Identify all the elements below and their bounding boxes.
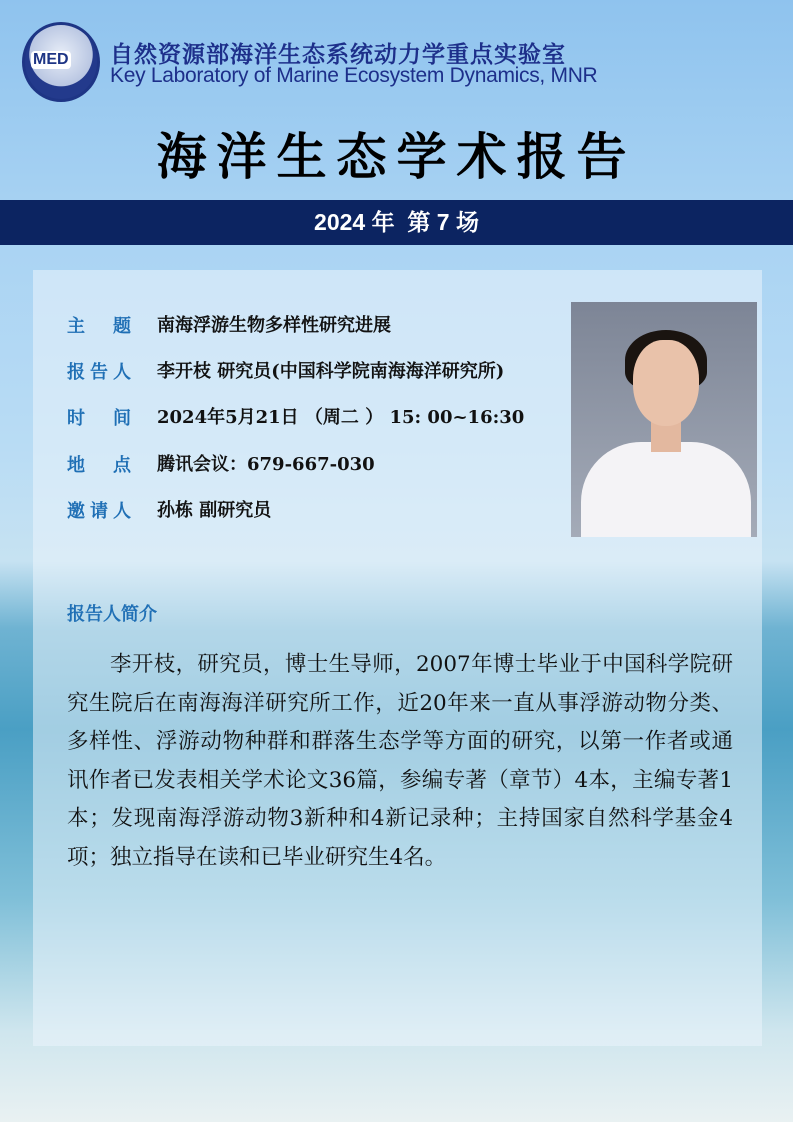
info-label: 时间 (67, 408, 131, 428)
logo-text: MED (33, 51, 69, 68)
info-value: 李开枝 研究员(中国科学院南海海洋研究所) (157, 361, 505, 382)
info-label: 主题 (67, 316, 131, 336)
session-band (0, 200, 793, 245)
info-label: 邀请人 (67, 501, 131, 521)
info-value: 孙栋 副研究员 (157, 500, 272, 521)
info-value: 2024年5月21日 （周二 ） 15: 00~16:30 (157, 407, 525, 428)
org-name-en: Key Laboratory of Marine Ecosystem Dynamics, MNR (110, 64, 598, 87)
lab-logo (22, 22, 100, 102)
speaker-photo (571, 302, 757, 537)
info-value: 南海浮游生物多样性研究进展 (157, 315, 391, 336)
bio-text: 李开枝，研究员，博士生导师，2007年博士毕业于中国科学院研究生院后在南海海洋研究所工作，近20年来一直从事浮游动物分类、多样性、浮游动物种群和群落生态学等方面的研究，以第一作者或通讯作者已发表相关学术论文36篇，参编专著（章节）4本，主编专著1本；发现南海浮游动物3新种和4新记录种；主持国家自然科学基金4项；独立指导在读和已毕业研究生4名。 (67, 652, 734, 870)
info-label: 报告人 (67, 362, 131, 382)
bio-heading: 报告人简介 (67, 604, 157, 624)
info-label: 地点 (67, 455, 131, 475)
session-label: 2024 年 第 7 场 (314, 209, 479, 235)
org-name-cn: 自然资源部海洋生态系统动力学重点实验室 (110, 41, 566, 68)
poster-title: 海洋生态学术报告 (156, 127, 637, 186)
info-value: 腾讯会议：679-667-030 (157, 454, 375, 475)
